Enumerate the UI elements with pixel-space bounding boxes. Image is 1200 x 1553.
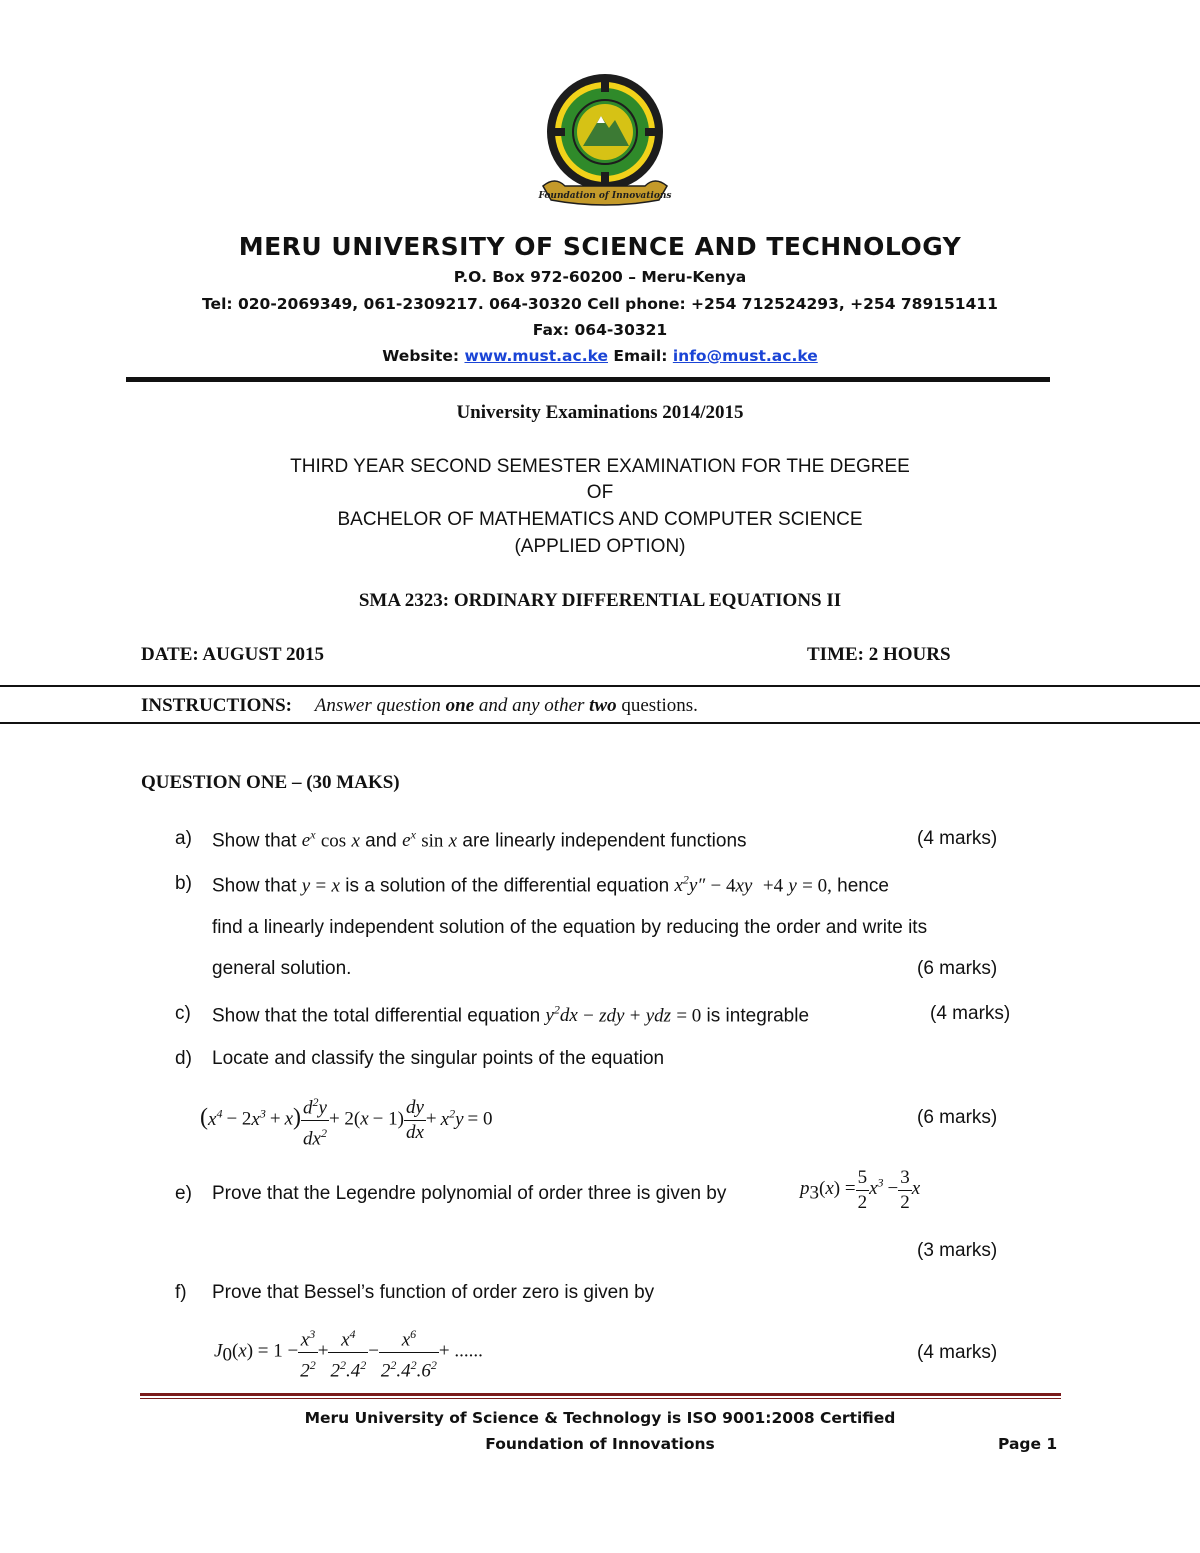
footer-motto: Foundation of Innovations: [485, 1435, 715, 1453]
question-b-line2: find a linearly independent solution of the equation by reducing the order and write its: [212, 917, 928, 938]
question-c-marks: (4 marks): [930, 1003, 1011, 1024]
question-a-text3: are linearly independent functions: [457, 830, 747, 852]
footer-divider-thin: [140, 1398, 1061, 1399]
question-b-marks: (6 marks): [917, 958, 998, 979]
email-link[interactable]: info@must.ac.ke: [672, 347, 818, 365]
footer-iso: Meru University of Science & Technology is ISO 9001:2008 Certified: [304, 1409, 896, 1427]
instructions-text-e: questions.: [616, 695, 698, 716]
question-b-label: b): [175, 873, 192, 894]
question-d-label: d): [175, 1048, 192, 1069]
question-c-text: Show that the total differential equation $y^2dx$ − zdy + ydz = 0 is integrable: [212, 1003, 810, 1027]
question-a-text: Show that $e^x$ cos x and $e^x$ sin x are linearly independent functions: [212, 828, 747, 852]
question-f-label: f): [175, 1282, 187, 1303]
website-label: Website:: [382, 347, 460, 365]
instructions-text-d: two: [589, 695, 617, 716]
instructions: [141, 695, 698, 717]
question-e-text: Prove that the Legendre polynomial of order three is given by: [212, 1183, 727, 1204]
question-d-equation: $(x^4 - 2x^3 + x)$ $\frac{d^2y}{dx^2}$ + 2(x − 1) $\frac{dy}{dx}$ + $x^2y = 0$: [200, 1090, 492, 1152]
instructions-text-c: and any other: [474, 695, 590, 716]
question-f-text: Prove that Bessel’s function of order zero is given by: [212, 1282, 655, 1303]
degree-line-3: BACHELOR OF MATHEMATICS AND COMPUTER SCIENCE: [337, 509, 863, 530]
question-b-text1: Show that: [212, 875, 302, 897]
question-e-label: e): [175, 1183, 192, 1204]
instructions-top-rule: [0, 685, 1200, 687]
exam-time: TIME: 2 HOURS: [807, 644, 951, 665]
fax: Fax: 064-30321: [532, 321, 668, 339]
degree-line-4: (APPLIED OPTION): [514, 536, 686, 557]
footer-divider: [140, 1393, 1061, 1396]
question-e-marks: (3 marks): [917, 1240, 998, 1261]
question-f-equation: $J_0(x) = 1$ − $\frac{x^3}{2^2}$ + $\frac{x^4}{2^2.4^2}$ − $\frac{x^6}{2^2.4^2.6^2}$ + ......: [214, 1322, 483, 1384]
question-b-text2: is a solution of the differential equation: [339, 875, 675, 897]
instructions-text-a: Answer question: [314, 695, 446, 716]
instructions-bottom-rule: [0, 722, 1200, 724]
header-divider: [126, 377, 1050, 382]
web-email-line: [0, 347, 1200, 365]
instructions-label: INSTRUCTIONS:: [141, 695, 292, 716]
question-d-text: Locate and classify the singular points of the equation: [212, 1048, 665, 1069]
question-a-text2: and: [359, 830, 403, 852]
instructions-text-b: one: [445, 695, 475, 716]
page-number: Page 1: [998, 1435, 1058, 1453]
question-b-text: Show that y = x is a solution of the differential equation $x^2y'' - 4xy +4$ y = 0, hence: [212, 873, 889, 897]
degree-line-1: THIRD YEAR SECOND SEMESTER EXAMINATION FOR THE DEGREE: [290, 456, 910, 477]
question-e-equation: $p_3(x)$ = $\frac{5}{2}$ $x^3$ − $\frac{3}{2}$ x: [800, 1167, 921, 1213]
website-link[interactable]: www.must.ac.ke: [464, 347, 608, 365]
question-one-title: QUESTION ONE – (30 MAKS): [141, 772, 400, 793]
course-title: SMA 2323: ORDINARY DIFFERENTIAL EQUATIONS II: [358, 590, 842, 611]
question-a-text1: Show that: [212, 830, 302, 852]
university-logo: [535, 68, 675, 213]
address: P.O. Box 972-60200 – Meru-Kenya: [453, 268, 747, 286]
telephone: Tel: 020-2069349, 061-2309217. 064-30320 Cell phone: +254 712524293, +254 789151411: [202, 295, 998, 313]
question-f-marks: (4 marks): [917, 1342, 998, 1363]
question-b-line3: general solution.: [212, 958, 352, 979]
question-b-text3: hence: [831, 875, 889, 897]
question-c-text1: Show that the total differential equation: [212, 1005, 546, 1027]
logo-motto: Foundation of Innovations: [538, 191, 672, 201]
question-a-label: a): [175, 828, 192, 849]
question-c-label: c): [175, 1003, 191, 1024]
question-a-marks: (4 marks): [917, 828, 998, 849]
question-d-marks: (6 marks): [917, 1107, 998, 1128]
university-name: MERU UNIVERSITY OF SCIENCE AND TECHNOLOGY: [238, 232, 962, 261]
email-label: Email:: [613, 347, 668, 365]
degree-line-2: OF: [586, 482, 614, 503]
question-c-text2: is integrable: [701, 1005, 810, 1027]
exam-date: DATE: AUGUST 2015: [141, 644, 324, 665]
exam-year: University Examinations 2014/2015: [456, 402, 744, 423]
